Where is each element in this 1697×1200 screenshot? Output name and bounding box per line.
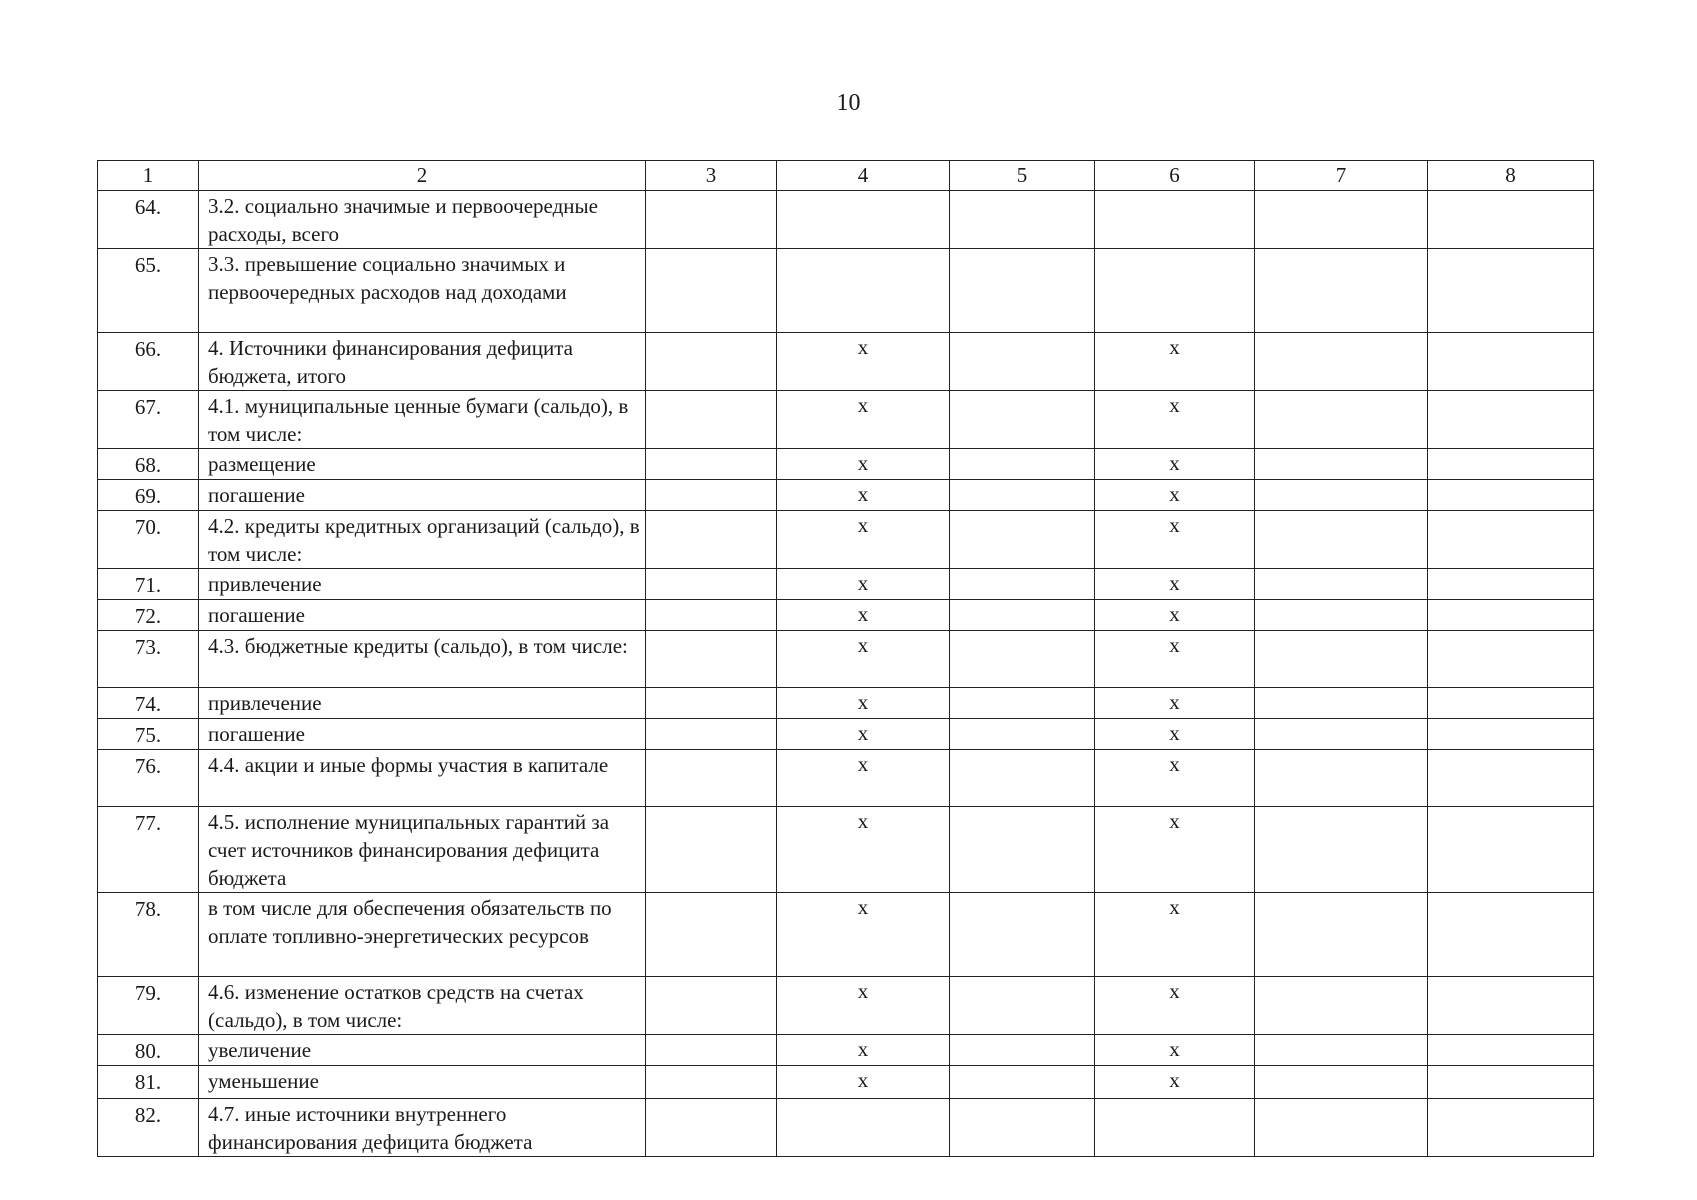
value-cell-c3	[646, 1099, 777, 1157]
value-cell-c3	[646, 600, 777, 631]
row-number: 64.	[134, 195, 162, 219]
value-cell-c7	[1255, 1066, 1428, 1099]
table-row	[98, 391, 1594, 449]
value-cell-c6	[1095, 977, 1255, 1035]
cell-value: х	[857, 451, 869, 475]
row-name: в том числе для обеспечения обязательств по оплате топливно-энергетических ресурсов	[208, 896, 612, 948]
row-name-cell	[199, 480, 646, 511]
value-cell-c7	[1255, 807, 1428, 893]
value-cell-c5	[950, 750, 1095, 807]
value-cell-c4	[777, 600, 950, 631]
value-cell-c7	[1255, 249, 1428, 333]
table-row	[98, 449, 1594, 480]
row-number: 82.	[134, 1103, 162, 1127]
value-cell-c8	[1428, 631, 1594, 688]
value-cell-c3	[646, 750, 777, 807]
value-cell-c5	[950, 600, 1095, 631]
value-cell-c8	[1428, 333, 1594, 391]
value-cell-c3	[646, 977, 777, 1035]
row-name: 3.2. социально значимые и первоочередные расходы, всего	[208, 194, 598, 246]
value-cell-c6	[1095, 391, 1255, 449]
row-name-cell	[199, 807, 646, 893]
row-name: погашение	[208, 603, 305, 627]
value-cell-c7	[1255, 480, 1428, 511]
value-cell-c5	[950, 631, 1095, 688]
row-name: 3.3. превышение социально значимых и первоочередных расходов над доходами	[208, 252, 567, 304]
row-number-cell	[98, 977, 199, 1035]
cell-value: х	[857, 602, 869, 626]
row-name: 4.3. бюджетные кредиты (сальдо), в том числе:	[208, 634, 628, 658]
column-header: 1	[98, 161, 199, 191]
cell-value: х	[857, 482, 869, 506]
value-cell-c8	[1428, 807, 1594, 893]
row-name: привлечение	[208, 572, 322, 596]
table-row	[98, 511, 1594, 569]
value-cell-c8	[1428, 569, 1594, 600]
value-cell-c8	[1428, 1035, 1594, 1066]
value-cell-c3	[646, 391, 777, 449]
cell-value: х	[1169, 513, 1180, 537]
value-cell-c8	[1428, 1099, 1594, 1157]
value-cell-c5	[950, 249, 1095, 333]
row-name-cell	[199, 1066, 646, 1099]
cell-value: х	[1169, 602, 1180, 626]
value-cell-c3	[646, 893, 777, 977]
value-cell-c7	[1255, 631, 1428, 688]
column-header: 5	[950, 161, 1095, 191]
value-cell-c3	[646, 807, 777, 893]
value-cell-c8	[1428, 449, 1594, 480]
cell-value: х	[1169, 633, 1180, 657]
row-name-cell	[199, 569, 646, 600]
value-cell-c5	[950, 391, 1095, 449]
value-cell-c6	[1095, 449, 1255, 480]
value-cell-c4	[777, 893, 950, 977]
value-cell-c6	[1095, 807, 1255, 893]
row-name-cell	[199, 688, 646, 719]
value-cell-c5	[950, 449, 1095, 480]
value-cell-c4	[777, 688, 950, 719]
row-name: 4.2. кредиты кредитных организаций (сальдо), в том числе:	[208, 514, 640, 566]
row-number: 67.	[134, 395, 162, 419]
table-row	[98, 569, 1594, 600]
cell-value: х	[1169, 335, 1180, 359]
value-cell-c5	[950, 807, 1095, 893]
value-cell-c5	[950, 719, 1095, 750]
cell-value: х	[857, 721, 869, 745]
value-cell-c3	[646, 449, 777, 480]
row-name-cell	[199, 449, 646, 480]
row-name-cell	[199, 1099, 646, 1157]
value-cell-c6	[1095, 1035, 1255, 1066]
value-cell-c7	[1255, 719, 1428, 750]
value-cell-c7	[1255, 1035, 1428, 1066]
value-cell-c4	[777, 631, 950, 688]
cell-value: х	[1169, 690, 1180, 714]
cell-value: х	[1169, 809, 1180, 833]
column-header: 3	[646, 161, 777, 191]
value-cell-c8	[1428, 977, 1594, 1035]
row-number: 65.	[134, 253, 162, 277]
row-name-cell	[199, 719, 646, 750]
page-number: 10	[836, 90, 861, 116]
cell-value: х	[857, 752, 869, 776]
value-cell-c7	[1255, 893, 1428, 977]
column-header: 4	[777, 161, 950, 191]
value-cell-c6	[1095, 1066, 1255, 1099]
row-number-cell	[98, 449, 199, 480]
value-cell-c8	[1428, 750, 1594, 807]
row-number: 76.	[134, 754, 162, 778]
value-cell-c7	[1255, 391, 1428, 449]
value-cell-c3	[646, 569, 777, 600]
row-name: 4. Источники финансирования дефицита бюджета, итого	[208, 336, 573, 388]
value-cell-c8	[1428, 191, 1594, 249]
row-number: 71.	[134, 573, 162, 597]
table-row	[98, 480, 1594, 511]
table-row	[98, 1066, 1594, 1099]
value-cell-c6	[1095, 719, 1255, 750]
row-name-cell	[199, 600, 646, 631]
value-cell-c6	[1095, 600, 1255, 631]
row-number-cell	[98, 688, 199, 719]
value-cell-c4	[777, 750, 950, 807]
value-cell-c8	[1428, 1066, 1594, 1099]
value-cell-c5	[950, 688, 1095, 719]
header-row	[98, 161, 1594, 191]
cell-value: х	[1169, 451, 1180, 475]
row-number-cell	[98, 893, 199, 977]
table-row	[98, 191, 1594, 249]
value-cell-c4	[777, 569, 950, 600]
value-cell-c4	[777, 333, 950, 391]
value-cell-c8	[1428, 893, 1594, 977]
table-row	[98, 977, 1594, 1035]
row-number-cell	[98, 600, 199, 631]
table-row	[98, 688, 1594, 719]
table-row	[98, 893, 1594, 977]
value-cell-c4	[777, 191, 950, 249]
row-number-cell	[98, 807, 199, 893]
row-name: размещение	[208, 452, 316, 476]
row-number-cell	[98, 569, 199, 600]
value-cell-c7	[1255, 977, 1428, 1035]
value-cell-c6	[1095, 1099, 1255, 1157]
cell-value: х	[857, 335, 869, 359]
row-name: привлечение	[208, 691, 322, 715]
row-name: погашение	[208, 722, 305, 746]
row-number: 77.	[134, 811, 162, 835]
value-cell-c5	[950, 1099, 1095, 1157]
value-cell-c7	[1255, 449, 1428, 480]
row-number: 66.	[134, 337, 162, 361]
row-name: 4.1. муниципальные ценные бумаги (сальдо), в том числе:	[208, 394, 629, 446]
row-number: 74.	[134, 692, 162, 716]
row-number: 81.	[134, 1070, 162, 1094]
value-cell-c4	[777, 511, 950, 569]
row-number: 70.	[134, 515, 162, 539]
row-number-cell	[98, 1066, 199, 1099]
row-name: уменьшение	[208, 1069, 319, 1093]
value-cell-c6	[1095, 750, 1255, 807]
row-number-cell	[98, 631, 199, 688]
value-cell-c5	[950, 480, 1095, 511]
cell-value: х	[857, 571, 869, 595]
row-number-cell	[98, 719, 199, 750]
cell-value: х	[1169, 1037, 1180, 1061]
value-cell-c3	[646, 631, 777, 688]
value-cell-c3	[646, 249, 777, 333]
value-cell-c6	[1095, 249, 1255, 333]
cell-value: х	[1169, 895, 1180, 919]
value-cell-c5	[950, 893, 1095, 977]
row-name: 4.5. исполнение муниципальных гарантий за счет источников финансирования дефицита бюджета	[208, 810, 610, 890]
value-cell-c8	[1428, 511, 1594, 569]
row-name: 4.4. акции и иные формы участия в капитале	[208, 753, 609, 777]
value-cell-c6	[1095, 480, 1255, 511]
row-name: 4.7. иные источники внутреннего финансирования дефицита бюджета	[208, 1102, 533, 1154]
value-cell-c6	[1095, 893, 1255, 977]
table-row	[98, 600, 1594, 631]
value-cell-c3	[646, 1035, 777, 1066]
value-cell-c4	[777, 449, 950, 480]
value-cell-c6	[1095, 569, 1255, 600]
value-cell-c5	[950, 333, 1095, 391]
cell-value: х	[857, 1068, 869, 1092]
value-cell-c7	[1255, 750, 1428, 807]
cell-value: х	[1169, 979, 1180, 1003]
value-cell-c5	[950, 191, 1095, 249]
value-cell-c6	[1095, 511, 1255, 569]
value-cell-c3	[646, 719, 777, 750]
value-cell-c7	[1255, 600, 1428, 631]
cell-value: х	[857, 895, 869, 919]
row-number-cell	[98, 480, 199, 511]
column-header: 2	[199, 161, 646, 191]
cell-value: х	[1169, 571, 1180, 595]
value-cell-c8	[1428, 600, 1594, 631]
value-cell-c3	[646, 1066, 777, 1099]
row-name: увеличение	[208, 1038, 312, 1062]
table-row	[98, 631, 1594, 688]
value-cell-c4	[777, 1035, 950, 1066]
value-cell-c3	[646, 480, 777, 511]
table-row	[98, 750, 1594, 807]
table-row	[98, 333, 1594, 391]
value-cell-c3	[646, 511, 777, 569]
row-name: 4.6. изменение остатков средств на счетах (сальдо), в том числе:	[208, 980, 584, 1032]
table-row	[98, 1035, 1594, 1066]
table-row	[98, 719, 1594, 750]
row-name: погашение	[208, 483, 305, 507]
value-cell-c4	[777, 480, 950, 511]
row-number-cell	[98, 1035, 199, 1066]
value-cell-c7	[1255, 569, 1428, 600]
column-header: 6	[1095, 161, 1255, 191]
row-number: 68.	[134, 453, 162, 477]
value-cell-c5	[950, 569, 1095, 600]
cell-value: х	[857, 690, 869, 714]
row-number: 78.	[134, 897, 162, 921]
value-cell-c8	[1428, 249, 1594, 333]
row-number-cell	[98, 191, 199, 249]
cell-value: х	[1169, 752, 1180, 776]
table-row	[98, 249, 1594, 333]
row-name-cell	[199, 249, 646, 333]
row-name-cell	[199, 750, 646, 807]
cell-value: х	[857, 633, 869, 657]
cell-value: х	[1169, 1068, 1180, 1092]
row-number: 69.	[134, 484, 162, 508]
value-cell-c5	[950, 511, 1095, 569]
value-cell-c6	[1095, 688, 1255, 719]
cell-value: х	[1169, 482, 1180, 506]
value-cell-c7	[1255, 511, 1428, 569]
cell-value: х	[857, 979, 869, 1003]
cell-value: х	[857, 513, 869, 537]
cell-value: х	[857, 809, 869, 833]
cell-value: х	[1169, 721, 1180, 745]
value-cell-c6	[1095, 333, 1255, 391]
value-cell-c3	[646, 191, 777, 249]
row-name-cell	[199, 333, 646, 391]
row-number: 75.	[134, 723, 162, 747]
value-cell-c7	[1255, 1099, 1428, 1157]
cell-value: х	[1169, 393, 1180, 417]
row-number-cell	[98, 750, 199, 807]
row-name-cell	[199, 977, 646, 1035]
row-name-cell	[199, 1035, 646, 1066]
row-name-cell	[199, 893, 646, 977]
cell-value: х	[857, 1037, 869, 1061]
value-cell-c4	[777, 719, 950, 750]
row-number-cell	[98, 511, 199, 569]
value-cell-c6	[1095, 191, 1255, 249]
value-cell-c4	[777, 391, 950, 449]
row-number-cell	[98, 249, 199, 333]
row-number-cell	[98, 1099, 199, 1157]
value-cell-c5	[950, 1066, 1095, 1099]
value-cell-c8	[1428, 719, 1594, 750]
row-name-cell	[199, 631, 646, 688]
value-cell-c4	[777, 807, 950, 893]
value-cell-c5	[950, 1035, 1095, 1066]
row-name-cell	[199, 511, 646, 569]
row-number: 79.	[134, 981, 162, 1005]
table-row	[98, 807, 1594, 893]
value-cell-c3	[646, 333, 777, 391]
row-number: 73.	[134, 635, 162, 659]
value-cell-c4	[777, 1099, 950, 1157]
value-cell-c8	[1428, 391, 1594, 449]
row-number-cell	[98, 391, 199, 449]
row-number: 72.	[134, 604, 162, 628]
value-cell-c7	[1255, 688, 1428, 719]
value-cell-c8	[1428, 688, 1594, 719]
row-name-cell	[199, 191, 646, 249]
value-cell-c6	[1095, 631, 1255, 688]
value-cell-c4	[777, 977, 950, 1035]
value-cell-c4	[777, 1066, 950, 1099]
row-number-cell	[98, 333, 199, 391]
financial-table	[97, 160, 1594, 1157]
value-cell-c3	[646, 688, 777, 719]
value-cell-c5	[950, 977, 1095, 1035]
table-row	[98, 1099, 1594, 1157]
value-cell-c4	[777, 249, 950, 333]
value-cell-c8	[1428, 480, 1594, 511]
row-name-cell	[199, 391, 646, 449]
column-header: 8	[1428, 161, 1594, 191]
value-cell-c7	[1255, 333, 1428, 391]
value-cell-c7	[1255, 191, 1428, 249]
column-header: 7	[1255, 161, 1428, 191]
row-number: 80.	[134, 1039, 162, 1063]
cell-value: х	[857, 393, 869, 417]
